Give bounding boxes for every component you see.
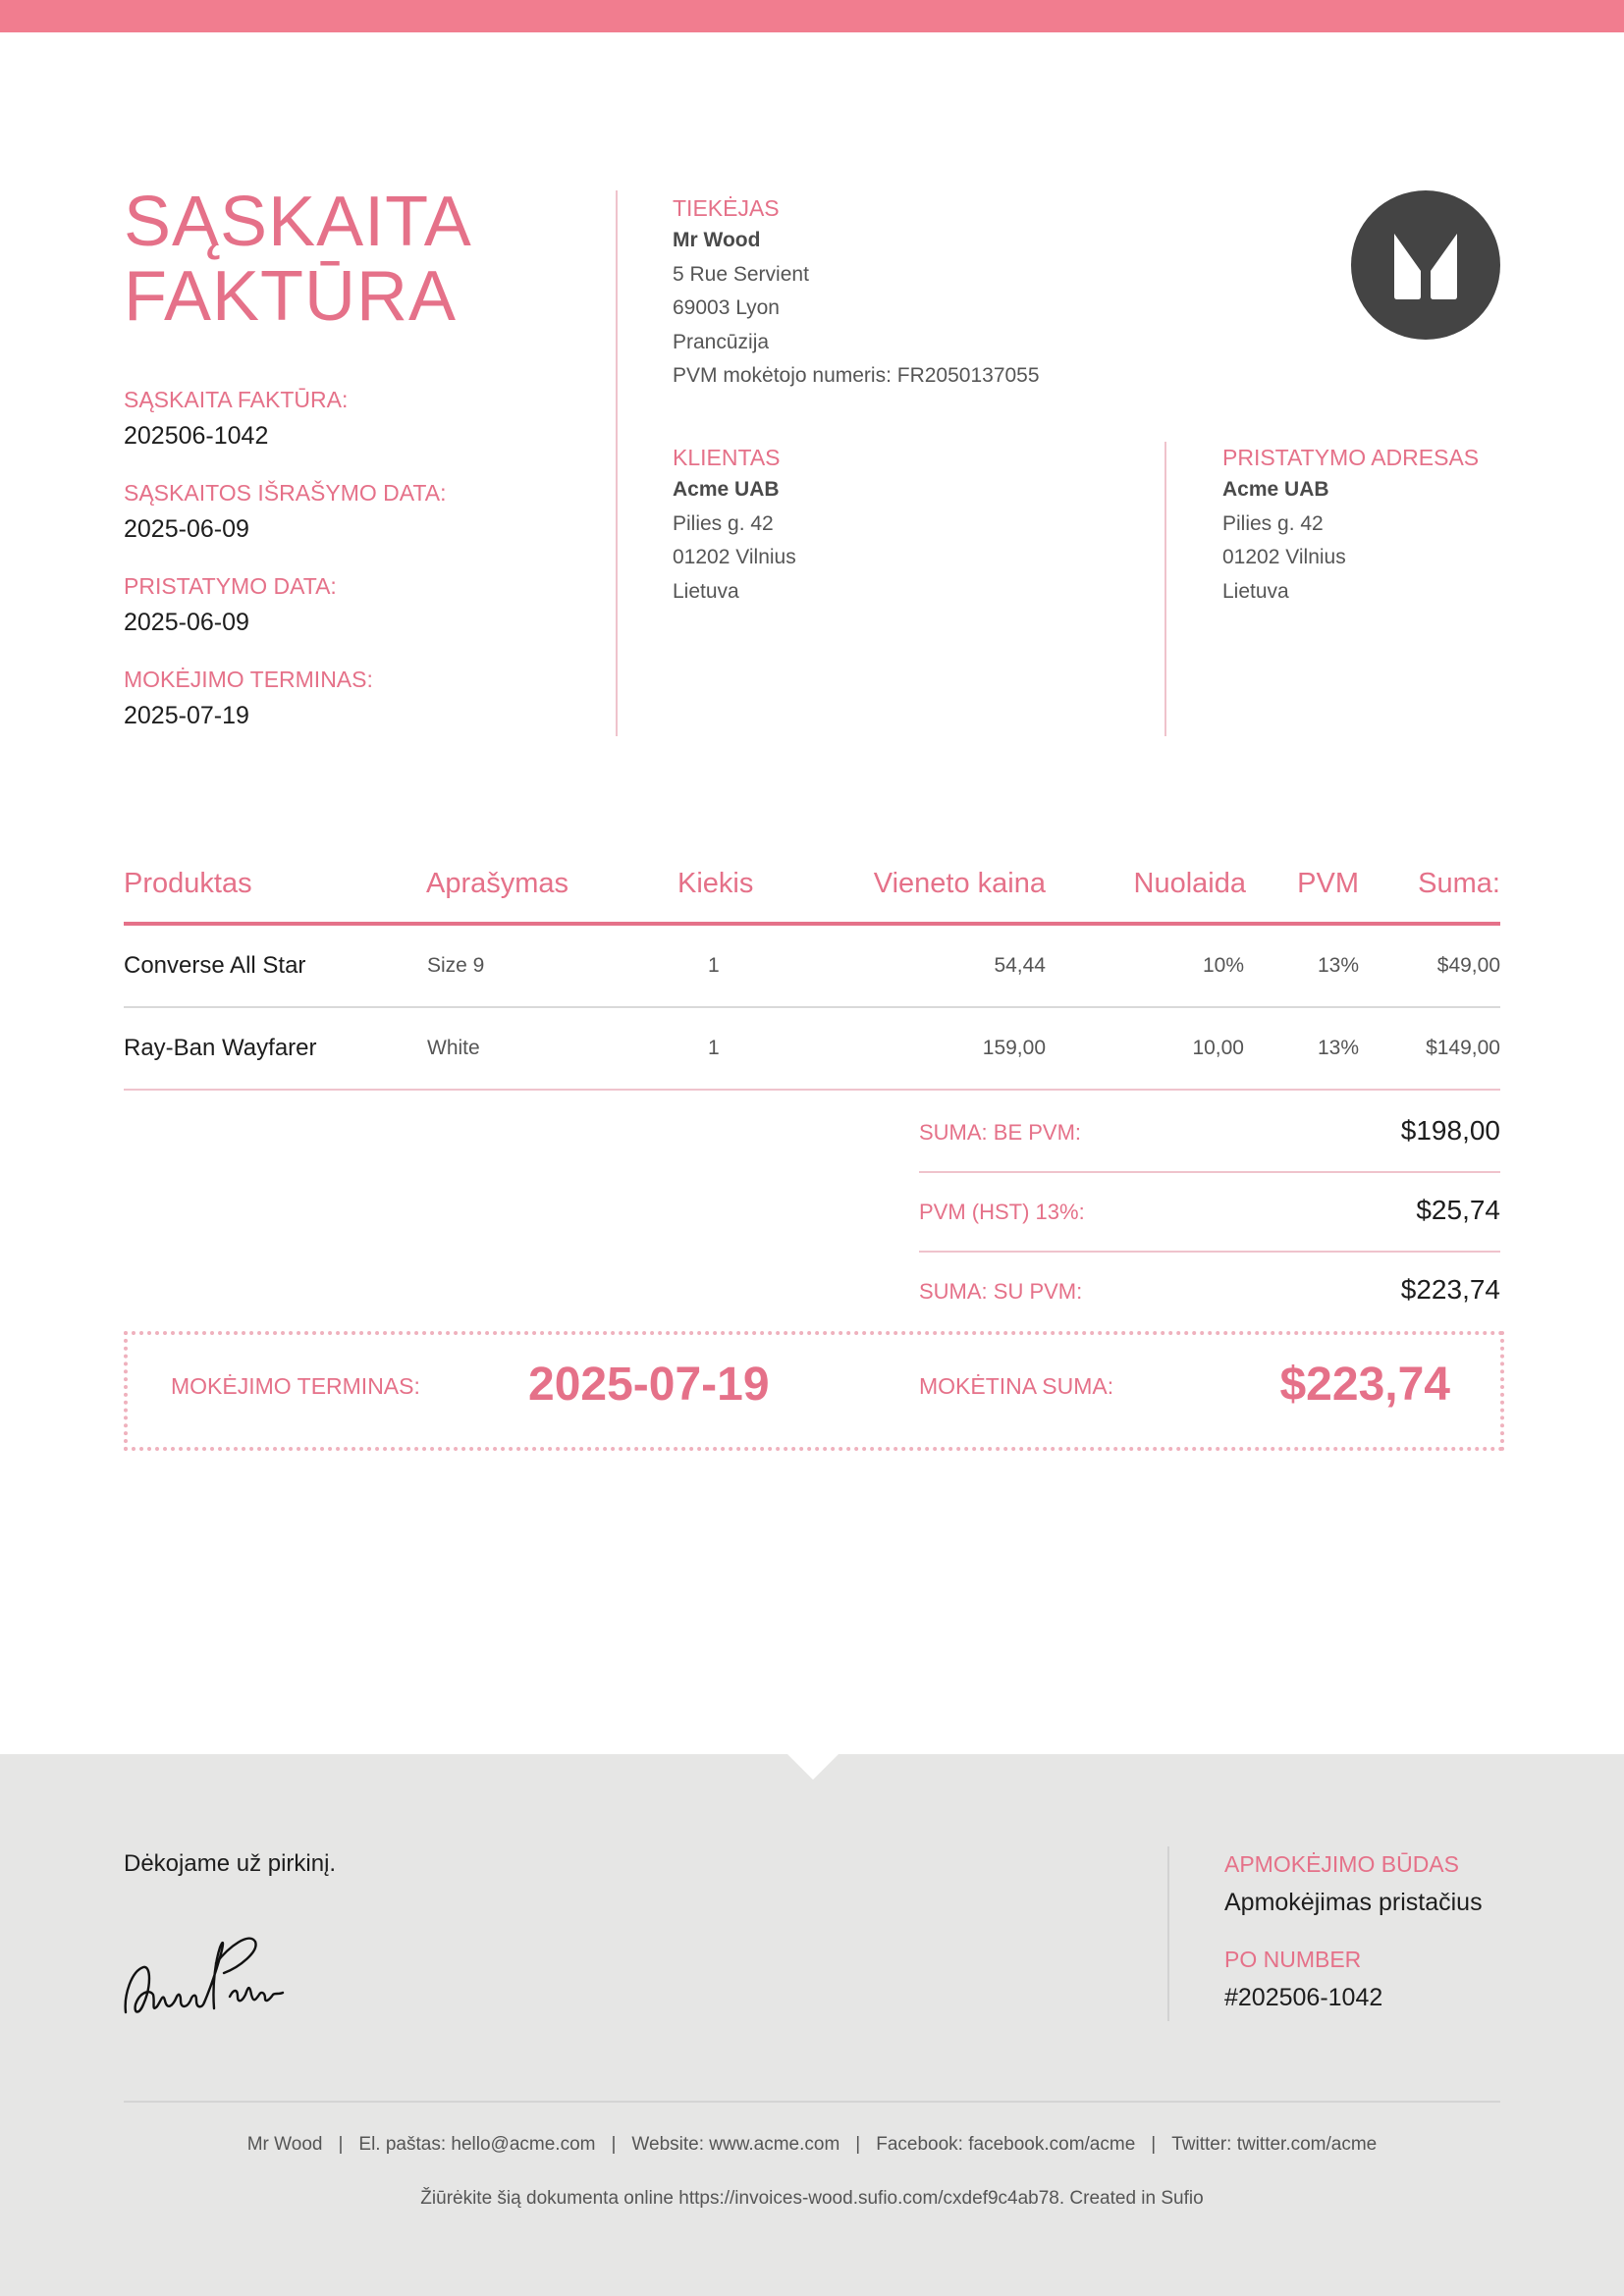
issue-date-label: SĄSKAITOS IŠRAŠYMO DATA:: [124, 480, 447, 506]
cell-discount: 10,00: [1192, 1037, 1244, 1059]
client-label: KLIENTAS: [673, 445, 781, 470]
shipping-city: 01202 Vilnius: [1222, 546, 1346, 568]
invoice-number-label: SĄSKAITA FAKTŪRA:: [124, 387, 349, 412]
title-line-1: SĄSKAITA: [124, 183, 472, 261]
invoice-number-value: 202506-1042: [124, 422, 269, 450]
payment-due-label: MOKĖJIMO TERMINAS:: [171, 1373, 420, 1399]
shipping-name: Acme UAB: [1222, 478, 1329, 501]
contact-line: [124, 2134, 1500, 2156]
total-label: SUMA: SU PVM:: [919, 1279, 1083, 1304]
supplier-label: TIEKĖJAS: [673, 195, 780, 221]
contact-separator: |: [611, 2134, 617, 2155]
contact-company: Mr Wood: [246, 2134, 323, 2155]
col-header-quantity: Kiekis: [677, 868, 754, 899]
totals-divider: [919, 1251, 1500, 1253]
cell-unit-price: 159,00: [982, 1037, 1046, 1059]
payment-method-value: Apmokėjimas pristačius: [1224, 1889, 1483, 1916]
col-header-description: Aprašymas: [426, 868, 569, 899]
supplier-name: Mr Wood: [673, 229, 761, 251]
tax-label: PVM (HST) 13%:: [919, 1200, 1085, 1224]
client-block: [673, 445, 796, 609]
cell-amount: $49,00: [1436, 954, 1500, 977]
signature: [122, 1924, 289, 2027]
table-header-rule: [124, 922, 1500, 926]
due-date-value: 2025-07-19: [124, 702, 249, 729]
table-bottom-rule: [124, 1089, 1500, 1091]
cell-quantity: 1: [708, 1037, 720, 1059]
footer-divider: [1167, 1846, 1169, 2021]
payment-method-label: APMOKĖJIMO BŪDAS: [1224, 1851, 1459, 1877]
shipping-street: Pilies g. 42: [1222, 511, 1324, 535]
client-name: Acme UAB: [673, 478, 780, 501]
cell-product: Converse All Star: [124, 952, 306, 979]
shipping-label: PRISTATYMO ADRESAS: [1222, 445, 1480, 470]
shipping-country: Lietuva: [1222, 579, 1289, 603]
issue-date-value: 2025-06-09: [124, 515, 249, 543]
col-header-discount: Nuolaida: [1133, 868, 1246, 899]
subtotal-value: $198,00: [1400, 1115, 1500, 1146]
po-number-label: PO NUMBER: [1224, 1947, 1362, 1972]
total-value: $223,74: [1400, 1274, 1500, 1305]
cell-discount: 10%: [1202, 954, 1244, 977]
page-title: [124, 185, 472, 334]
row-divider: [124, 1006, 1500, 1008]
tax-value: $25,74: [1416, 1195, 1500, 1225]
contact-twitter[interactable]: Twitter: twitter.com/acme: [1171, 2134, 1378, 2155]
top-accent-bar: [0, 0, 1624, 32]
payment-due-date: 2025-07-19: [528, 1359, 770, 1411]
shipping-block: [1222, 445, 1479, 609]
wood-logo-icon: [1351, 190, 1500, 340]
cell-description: Size 9: [427, 954, 485, 977]
footer-notch: [787, 1754, 839, 1780]
contact-separator: |: [855, 2134, 861, 2155]
cell-amount: $149,00: [1426, 1037, 1500, 1059]
payment-amount-label: MOKĖTINA SUMA:: [919, 1373, 1114, 1399]
cell-product: Ray-Ban Wayfarer: [124, 1035, 317, 1061]
col-header-unit-price: Vieneto kaina: [873, 868, 1046, 899]
contact-facebook[interactable]: Facebook: facebook.com/acme: [876, 2134, 1136, 2155]
title-line-2: FAKTŪRA: [124, 257, 458, 336]
cell-description: White: [427, 1037, 480, 1059]
col-header-product: Produktas: [124, 868, 252, 899]
contact-separator: |: [338, 2134, 344, 2155]
contact-separator: |: [1151, 2134, 1157, 2155]
supplier-vat: PVM mokėtojo numeris: FR2050137055: [673, 364, 1040, 387]
contact-website[interactable]: Website: www.acme.com: [631, 2134, 840, 2155]
client-street: Pilies g. 42: [673, 511, 774, 535]
header-divider: [616, 190, 618, 736]
cell-vat: 13%: [1317, 954, 1359, 977]
client-country: Lietuva: [673, 579, 739, 603]
supplier-city: 69003 Lyon: [673, 296, 780, 319]
delivery-date-value: 2025-06-09: [124, 609, 249, 636]
supplier-block: [673, 195, 1040, 394]
cell-quantity: 1: [708, 954, 720, 977]
delivery-date-label: PRISTATYMO DATA:: [124, 573, 337, 599]
client-city: 01202 Vilnius: [673, 546, 796, 568]
address-divider: [1164, 442, 1166, 736]
totals-divider: [919, 1171, 1500, 1173]
contact-email[interactable]: El. paštas: hello@acme.com: [358, 2134, 596, 2155]
col-header-vat: PVM: [1297, 868, 1359, 899]
cell-unit-price: 54,44: [994, 954, 1046, 977]
subtotal-label: SUMA: BE PVM:: [919, 1120, 1082, 1145]
col-header-amount: Suma:: [1418, 868, 1500, 899]
cell-vat: 13%: [1317, 1037, 1359, 1059]
supplier-country: Prancūzija: [673, 330, 770, 353]
online-link-note[interactable]: Žiūrėkite šią dokumenta online https://invoices-wood.sufio.com/cxdef9c4ab78. Created in Sufio: [420, 2188, 1204, 2209]
payment-amount-value: $223,74: [1279, 1359, 1450, 1411]
due-date-label: MOKĖJIMO TERMINAS:: [124, 667, 373, 692]
supplier-street: 5 Rue Servient: [673, 262, 809, 286]
footer-rule: [124, 2101, 1500, 2103]
po-number-value: #202506-1042: [1224, 1984, 1383, 2011]
thanks-message: Dėkojame už pirkinį.: [124, 1850, 337, 1877]
